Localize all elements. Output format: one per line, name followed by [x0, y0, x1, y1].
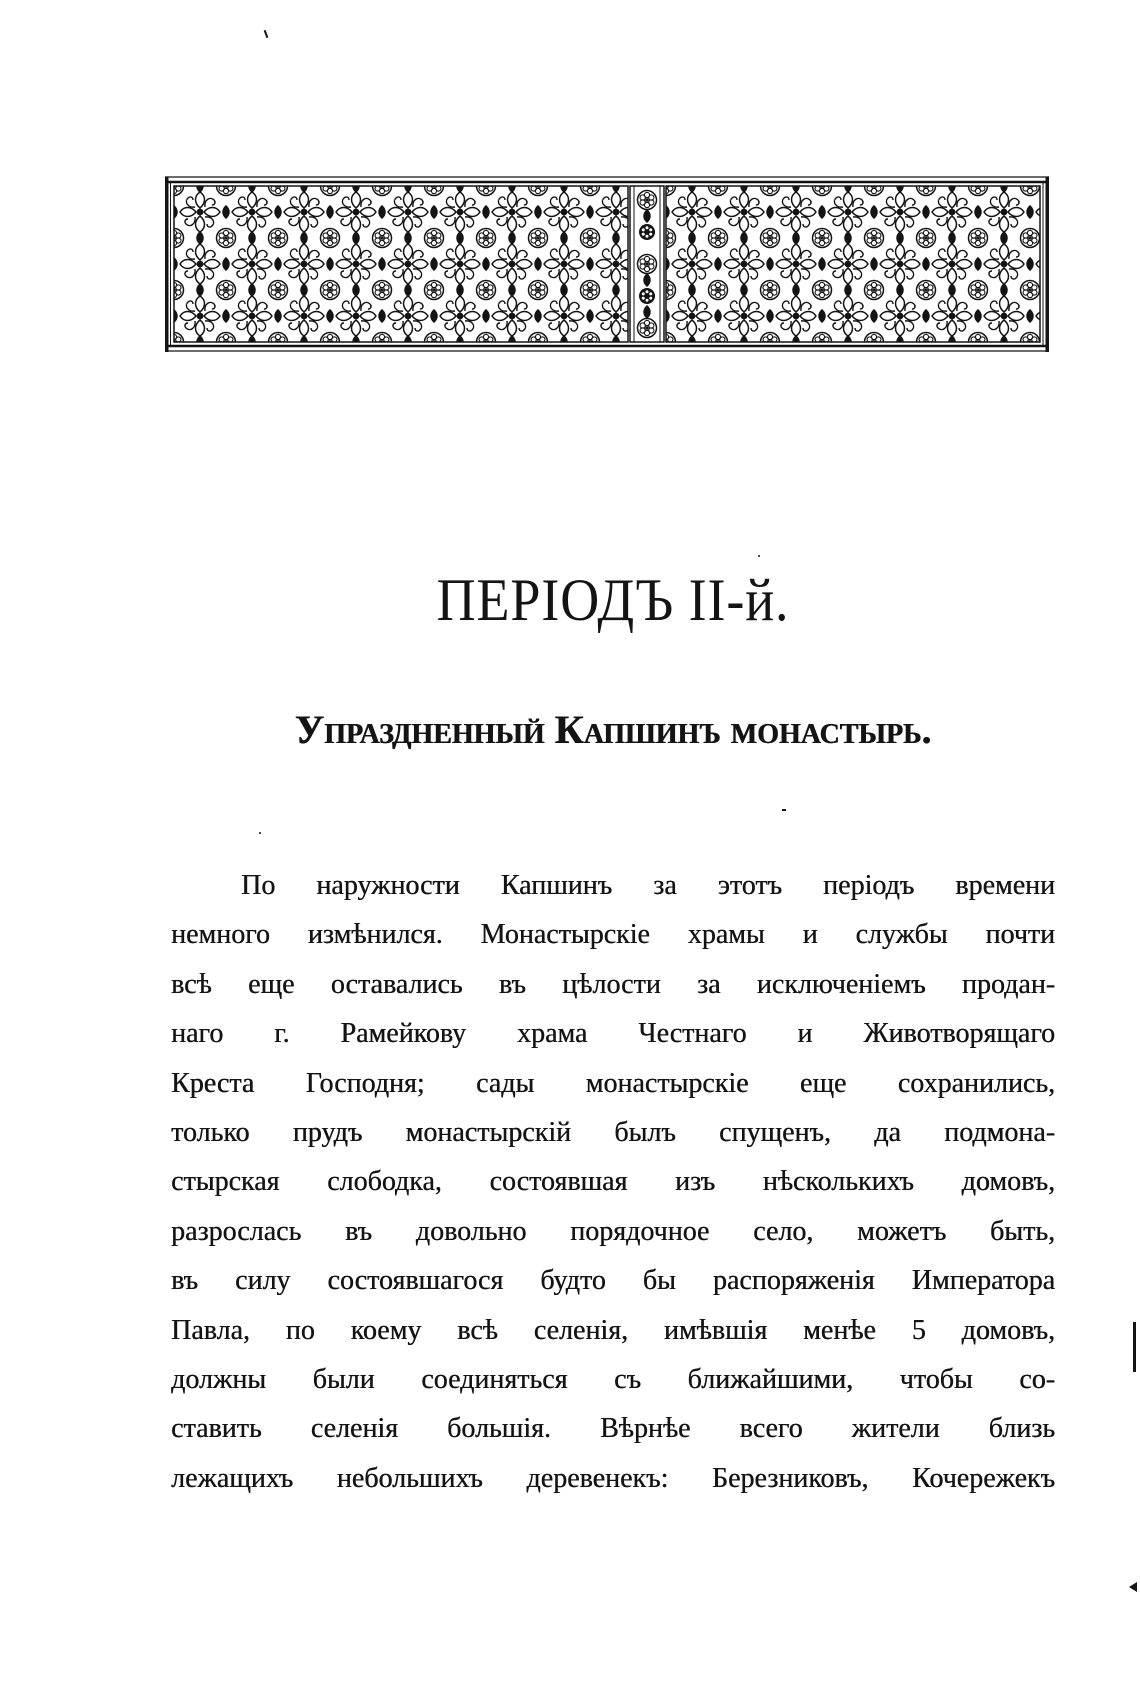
scan-speck — [259, 832, 261, 834]
body-line: лежащихъ небольшихъ деревенекъ: Березниковъ, Кочережекъ — [171, 1462, 1055, 1494]
scan-mark-top — [264, 30, 269, 38]
ornament-center-column — [630, 186, 664, 342]
body-line: немного измѣнился. Монастырскіе храмы и службы почти — [171, 919, 1055, 951]
scan-edge-mark — [1133, 1322, 1136, 1372]
period-title — [171, 563, 1055, 637]
ornament-panel-left — [174, 186, 628, 342]
body-line: ставить селенія большія. Вѣрнѣе всего жители близь — [171, 1413, 1055, 1445]
body-line: Павла, по коему всѣ селенія, имѣвшія менѣе 5 домовъ, — [171, 1314, 1055, 1346]
body-line: въ силу состоявшагося будто бы распоряженія Императора — [171, 1265, 1055, 1297]
period-title-text: ПЕРІОДЪ II-й. — [436, 567, 790, 633]
body-line: должны были соединяться съ ближайшими, чтобы со- — [171, 1363, 1055, 1395]
chapter-subtitle: Упраздненный Капшинъ монастырь. — [294, 707, 932, 752]
body-line: наго г. Рамейкову храма Честнаго и Животворящаго — [171, 1018, 1055, 1050]
body-paragraph — [171, 861, 1055, 1503]
body-line: разрослась въ довольно порядочное село, можетъ быть, — [171, 1215, 1055, 1247]
ornament-left-bar — [165, 177, 169, 352]
body-line: Креста Господня; сады монастырскіе еще сохранились, — [171, 1067, 1055, 1099]
scan-edge-arrow-icon — [1129, 1582, 1137, 1592]
ornament-right-bar — [1046, 177, 1050, 352]
body-line: всѣ еще оставались въ цѣлости за исключеніемъ продан- — [171, 968, 1055, 1000]
ornament-panel-right-group — [666, 186, 1040, 342]
header-ornament-band — [160, 172, 1055, 356]
scan-speck — [758, 555, 760, 557]
body-line: стырская слободка, состоявшая изъ нѣсколькихъ домовъ, — [171, 1166, 1055, 1198]
body-line: только прудъ монастырскій былъ спущенъ, да подмона- — [171, 1116, 1055, 1148]
ornament-panel-right — [666, 186, 1040, 342]
body-line: По наружности Капшинъ за этотъ періодъ времени — [241, 870, 1055, 901]
scan-speck — [782, 809, 786, 811]
